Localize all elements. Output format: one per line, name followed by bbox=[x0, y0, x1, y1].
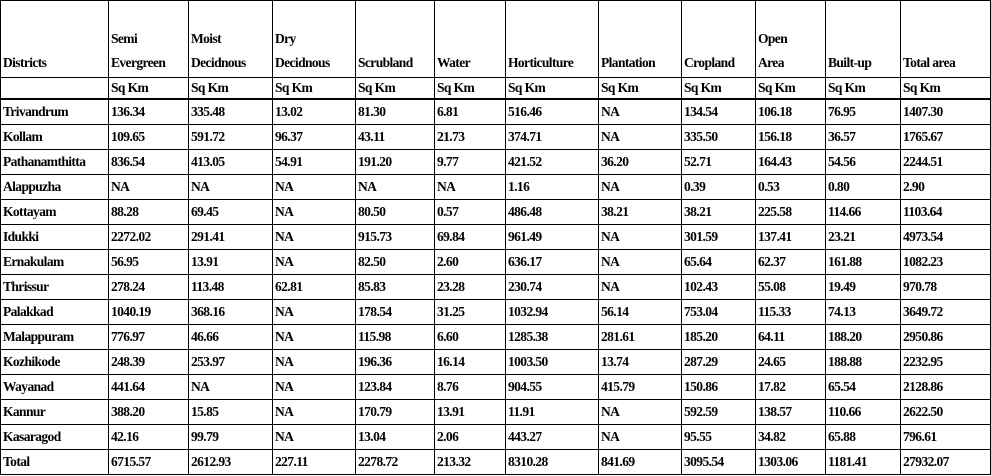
value-cell: 188.20 bbox=[826, 325, 901, 350]
value-cell: 80.50 bbox=[356, 200, 435, 225]
value-cell: 13.74 bbox=[599, 350, 682, 375]
unit-cell: Sq Km bbox=[826, 78, 901, 100]
value-cell: 421.52 bbox=[506, 150, 599, 175]
value-cell: 374.71 bbox=[506, 125, 599, 150]
value-cell: 3649.72 bbox=[901, 300, 991, 325]
value-cell: 164.43 bbox=[756, 150, 826, 175]
value-cell: NA bbox=[273, 375, 356, 400]
unit-cell: Sq Km bbox=[273, 78, 356, 100]
value-cell: 841.69 bbox=[599, 450, 682, 475]
value-cell: 6.81 bbox=[435, 99, 506, 125]
value-cell: 36.20 bbox=[599, 150, 682, 175]
value-cell: 85.83 bbox=[356, 275, 435, 300]
district-name-cell: Malappuram bbox=[1, 325, 109, 350]
value-cell: 8.76 bbox=[435, 375, 506, 400]
value-cell: 23.21 bbox=[826, 225, 901, 250]
value-cell: NA bbox=[273, 300, 356, 325]
value-cell: 9.77 bbox=[435, 150, 506, 175]
value-cell: 156.18 bbox=[756, 125, 826, 150]
col-header-plantation: Plantation bbox=[599, 1, 682, 78]
value-cell: 281.61 bbox=[599, 325, 682, 350]
value-cell: 42.16 bbox=[109, 425, 189, 450]
col-header-open-area: Open Area bbox=[756, 1, 826, 78]
value-cell: 13.04 bbox=[356, 425, 435, 450]
value-cell: 34.82 bbox=[756, 425, 826, 450]
value-cell: 6.60 bbox=[435, 325, 506, 350]
value-cell: 1181.41 bbox=[826, 450, 901, 475]
value-cell: 961.49 bbox=[506, 225, 599, 250]
col-header-dry-deciduous: Dry Decidnous bbox=[273, 1, 356, 78]
value-cell: 161.88 bbox=[826, 250, 901, 275]
table-row bbox=[1, 225, 991, 250]
value-cell: 13.91 bbox=[189, 250, 273, 275]
table-row bbox=[1, 99, 991, 125]
value-cell: 2232.95 bbox=[901, 350, 991, 375]
value-cell: 2950.86 bbox=[901, 325, 991, 350]
district-name-cell: Kottayam bbox=[1, 200, 109, 225]
value-cell: 1303.06 bbox=[756, 450, 826, 475]
value-cell: NA bbox=[599, 99, 682, 125]
value-cell: NA bbox=[273, 325, 356, 350]
value-cell: NA bbox=[599, 175, 682, 200]
value-cell: 486.48 bbox=[506, 200, 599, 225]
value-cell: 0.53 bbox=[756, 175, 826, 200]
value-cell: 65.64 bbox=[682, 250, 756, 275]
value-cell: 191.20 bbox=[356, 150, 435, 175]
value-cell: NA bbox=[273, 250, 356, 275]
value-cell: 23.28 bbox=[435, 275, 506, 300]
value-cell: 99.79 bbox=[189, 425, 273, 450]
value-cell: 17.82 bbox=[756, 375, 826, 400]
value-cell: 54.91 bbox=[273, 150, 356, 175]
value-cell: 2.60 bbox=[435, 250, 506, 275]
value-cell: 138.57 bbox=[756, 400, 826, 425]
unit-cell: Sq Km bbox=[506, 78, 599, 100]
value-cell: 227.11 bbox=[273, 450, 356, 475]
value-cell: 291.41 bbox=[189, 225, 273, 250]
district-name-cell: Total bbox=[1, 450, 109, 475]
value-cell: 178.54 bbox=[356, 300, 435, 325]
value-cell: 225.58 bbox=[756, 200, 826, 225]
value-cell: NA bbox=[273, 400, 356, 425]
value-cell: 13.02 bbox=[273, 99, 356, 125]
value-cell: 21.73 bbox=[435, 125, 506, 150]
value-cell: 134.54 bbox=[682, 99, 756, 125]
value-cell: 1103.64 bbox=[901, 200, 991, 225]
value-cell: NA bbox=[599, 125, 682, 150]
value-cell: 1032.94 bbox=[506, 300, 599, 325]
value-cell: 415.79 bbox=[599, 375, 682, 400]
col-header-horticulture: Horticulture bbox=[506, 1, 599, 78]
value-cell: 636.17 bbox=[506, 250, 599, 275]
district-name-cell: Trivandrum bbox=[1, 99, 109, 125]
units-row bbox=[1, 78, 991, 100]
value-cell: 904.55 bbox=[506, 375, 599, 400]
value-cell: 102.43 bbox=[682, 275, 756, 300]
table-row bbox=[1, 175, 991, 200]
value-cell: NA bbox=[273, 425, 356, 450]
value-cell: 368.16 bbox=[189, 300, 273, 325]
value-cell: 36.57 bbox=[826, 125, 901, 150]
value-cell: 109.65 bbox=[109, 125, 189, 150]
value-cell: 413.05 bbox=[189, 150, 273, 175]
value-cell: 2.06 bbox=[435, 425, 506, 450]
value-cell: 185.20 bbox=[682, 325, 756, 350]
value-cell: NA bbox=[599, 250, 682, 275]
value-cell: 2272.02 bbox=[109, 225, 189, 250]
value-cell: 24.65 bbox=[756, 350, 826, 375]
value-cell: 81.30 bbox=[356, 99, 435, 125]
col-header-cropland: Cropland bbox=[682, 1, 756, 78]
value-cell: 8310.28 bbox=[506, 450, 599, 475]
value-cell: 114.66 bbox=[826, 200, 901, 225]
value-cell: 188.88 bbox=[826, 350, 901, 375]
value-cell: 1407.30 bbox=[901, 99, 991, 125]
table-row bbox=[1, 325, 991, 350]
value-cell: 62.81 bbox=[273, 275, 356, 300]
unit-cell: Sq Km bbox=[356, 78, 435, 100]
value-cell: 95.55 bbox=[682, 425, 756, 450]
value-cell: 170.79 bbox=[356, 400, 435, 425]
value-cell: 31.25 bbox=[435, 300, 506, 325]
value-cell: 6715.57 bbox=[109, 450, 189, 475]
value-cell: 443.27 bbox=[506, 425, 599, 450]
value-cell: 13.91 bbox=[435, 400, 506, 425]
table-row bbox=[1, 200, 991, 225]
district-name-cell: Pathanamthitta bbox=[1, 150, 109, 175]
value-cell: NA bbox=[599, 425, 682, 450]
district-name-cell: Kasaragod bbox=[1, 425, 109, 450]
value-cell: NA bbox=[599, 275, 682, 300]
table-row bbox=[1, 150, 991, 175]
col-header-water: Water bbox=[435, 1, 506, 78]
value-cell: 591.72 bbox=[189, 125, 273, 150]
value-cell: 110.66 bbox=[826, 400, 901, 425]
value-cell: 278.24 bbox=[109, 275, 189, 300]
district-name-cell: Kannur bbox=[1, 400, 109, 425]
value-cell: 2244.51 bbox=[901, 150, 991, 175]
value-cell: 0.80 bbox=[826, 175, 901, 200]
value-cell: 64.11 bbox=[756, 325, 826, 350]
value-cell: 248.39 bbox=[109, 350, 189, 375]
table-row bbox=[1, 125, 991, 150]
value-cell: 196.36 bbox=[356, 350, 435, 375]
header-row bbox=[1, 1, 991, 78]
value-cell: 0.39 bbox=[682, 175, 756, 200]
unit-cell: Sq Km bbox=[599, 78, 682, 100]
value-cell: 836.54 bbox=[109, 150, 189, 175]
value-cell: 301.59 bbox=[682, 225, 756, 250]
unit-cell: Sq Km bbox=[756, 78, 826, 100]
value-cell: NA bbox=[273, 225, 356, 250]
table-row bbox=[1, 300, 991, 325]
value-cell: 2622.50 bbox=[901, 400, 991, 425]
value-cell: 1.16 bbox=[506, 175, 599, 200]
value-cell: 123.84 bbox=[356, 375, 435, 400]
value-cell: 137.41 bbox=[756, 225, 826, 250]
col-header-total-area: Total area bbox=[901, 1, 991, 78]
value-cell: NA bbox=[599, 400, 682, 425]
value-cell: 3095.54 bbox=[682, 450, 756, 475]
value-cell: 136.34 bbox=[109, 99, 189, 125]
value-cell: 970.78 bbox=[901, 275, 991, 300]
value-cell: NA bbox=[109, 175, 189, 200]
value-cell: NA bbox=[599, 225, 682, 250]
value-cell: NA bbox=[356, 175, 435, 200]
value-cell: 1040.19 bbox=[109, 300, 189, 325]
value-cell: 592.59 bbox=[682, 400, 756, 425]
total-row bbox=[1, 450, 991, 475]
col-header-scrubland: Scrubland bbox=[356, 1, 435, 78]
unit-cell: Sq Km bbox=[682, 78, 756, 100]
value-cell: 82.50 bbox=[356, 250, 435, 275]
value-cell: 335.50 bbox=[682, 125, 756, 150]
value-cell: NA bbox=[189, 175, 273, 200]
district-name-cell: Ernakulam bbox=[1, 250, 109, 275]
value-cell: 776.97 bbox=[109, 325, 189, 350]
district-name-cell: Alappuzha bbox=[1, 175, 109, 200]
district-name-cell: Idukki bbox=[1, 225, 109, 250]
value-cell: 1003.50 bbox=[506, 350, 599, 375]
value-cell: 753.04 bbox=[682, 300, 756, 325]
value-cell: 54.56 bbox=[826, 150, 901, 175]
value-cell: 38.21 bbox=[682, 200, 756, 225]
value-cell: 55.08 bbox=[756, 275, 826, 300]
value-cell: NA bbox=[435, 175, 506, 200]
table-row bbox=[1, 425, 991, 450]
district-name-cell: Kozhikode bbox=[1, 350, 109, 375]
value-cell: 115.98 bbox=[356, 325, 435, 350]
value-cell: 62.37 bbox=[756, 250, 826, 275]
table-row bbox=[1, 400, 991, 425]
value-cell: 287.29 bbox=[682, 350, 756, 375]
value-cell: 1285.38 bbox=[506, 325, 599, 350]
value-cell: 96.37 bbox=[273, 125, 356, 150]
value-cell: 230.74 bbox=[506, 275, 599, 300]
value-cell: 27932.07 bbox=[901, 450, 991, 475]
district-name-cell: Kollam bbox=[1, 125, 109, 150]
value-cell: 88.28 bbox=[109, 200, 189, 225]
col-header-districts: Districts bbox=[1, 1, 109, 78]
value-cell: 2612.93 bbox=[189, 450, 273, 475]
table-row bbox=[1, 275, 991, 300]
col-header-moist-deciduous: Moist Decidnous bbox=[189, 1, 273, 78]
value-cell: 43.11 bbox=[356, 125, 435, 150]
col-header-semi-evergreen: Semi Evergreen bbox=[109, 1, 189, 78]
value-cell: 113.48 bbox=[189, 275, 273, 300]
value-cell: 11.91 bbox=[506, 400, 599, 425]
table-row bbox=[1, 350, 991, 375]
value-cell: 915.73 bbox=[356, 225, 435, 250]
value-cell: 0.57 bbox=[435, 200, 506, 225]
value-cell: 69.45 bbox=[189, 200, 273, 225]
table-body bbox=[1, 99, 991, 475]
value-cell: 65.54 bbox=[826, 375, 901, 400]
col-header-built-up: Built-up bbox=[826, 1, 901, 78]
value-cell: 1765.67 bbox=[901, 125, 991, 150]
value-cell: 335.48 bbox=[189, 99, 273, 125]
value-cell: 46.66 bbox=[189, 325, 273, 350]
unit-cell: Sq Km bbox=[109, 78, 189, 100]
value-cell: 253.97 bbox=[189, 350, 273, 375]
value-cell: 150.86 bbox=[682, 375, 756, 400]
value-cell: NA bbox=[273, 175, 356, 200]
value-cell: NA bbox=[273, 350, 356, 375]
value-cell: 2.90 bbox=[901, 175, 991, 200]
value-cell: 65.88 bbox=[826, 425, 901, 450]
value-cell: 213.32 bbox=[435, 450, 506, 475]
value-cell: 19.49 bbox=[826, 275, 901, 300]
value-cell: 56.95 bbox=[109, 250, 189, 275]
value-cell: 388.20 bbox=[109, 400, 189, 425]
value-cell: 56.14 bbox=[599, 300, 682, 325]
value-cell: 796.61 bbox=[901, 425, 991, 450]
table-row bbox=[1, 250, 991, 275]
unit-cell: Sq Km bbox=[901, 78, 991, 100]
value-cell: 441.64 bbox=[109, 375, 189, 400]
value-cell: NA bbox=[273, 200, 356, 225]
value-cell: 516.46 bbox=[506, 99, 599, 125]
unit-cell: Sq Km bbox=[189, 78, 273, 100]
unit-cell bbox=[1, 78, 109, 100]
value-cell: 52.71 bbox=[682, 150, 756, 175]
value-cell: 76.95 bbox=[826, 99, 901, 125]
district-name-cell: Palakkad bbox=[1, 300, 109, 325]
value-cell: 106.18 bbox=[756, 99, 826, 125]
value-cell: 74.13 bbox=[826, 300, 901, 325]
value-cell: 2128.86 bbox=[901, 375, 991, 400]
district-name-cell: Wayanad bbox=[1, 375, 109, 400]
value-cell: NA bbox=[189, 375, 273, 400]
unit-cell: Sq Km bbox=[435, 78, 506, 100]
value-cell: 69.84 bbox=[435, 225, 506, 250]
value-cell: 15.85 bbox=[189, 400, 273, 425]
value-cell: 4973.54 bbox=[901, 225, 991, 250]
district-name-cell: Thrissur bbox=[1, 275, 109, 300]
value-cell: 115.33 bbox=[756, 300, 826, 325]
value-cell: 1082.23 bbox=[901, 250, 991, 275]
value-cell: 38.21 bbox=[599, 200, 682, 225]
value-cell: 16.14 bbox=[435, 350, 506, 375]
table-row bbox=[1, 375, 991, 400]
value-cell: 2278.72 bbox=[356, 450, 435, 475]
